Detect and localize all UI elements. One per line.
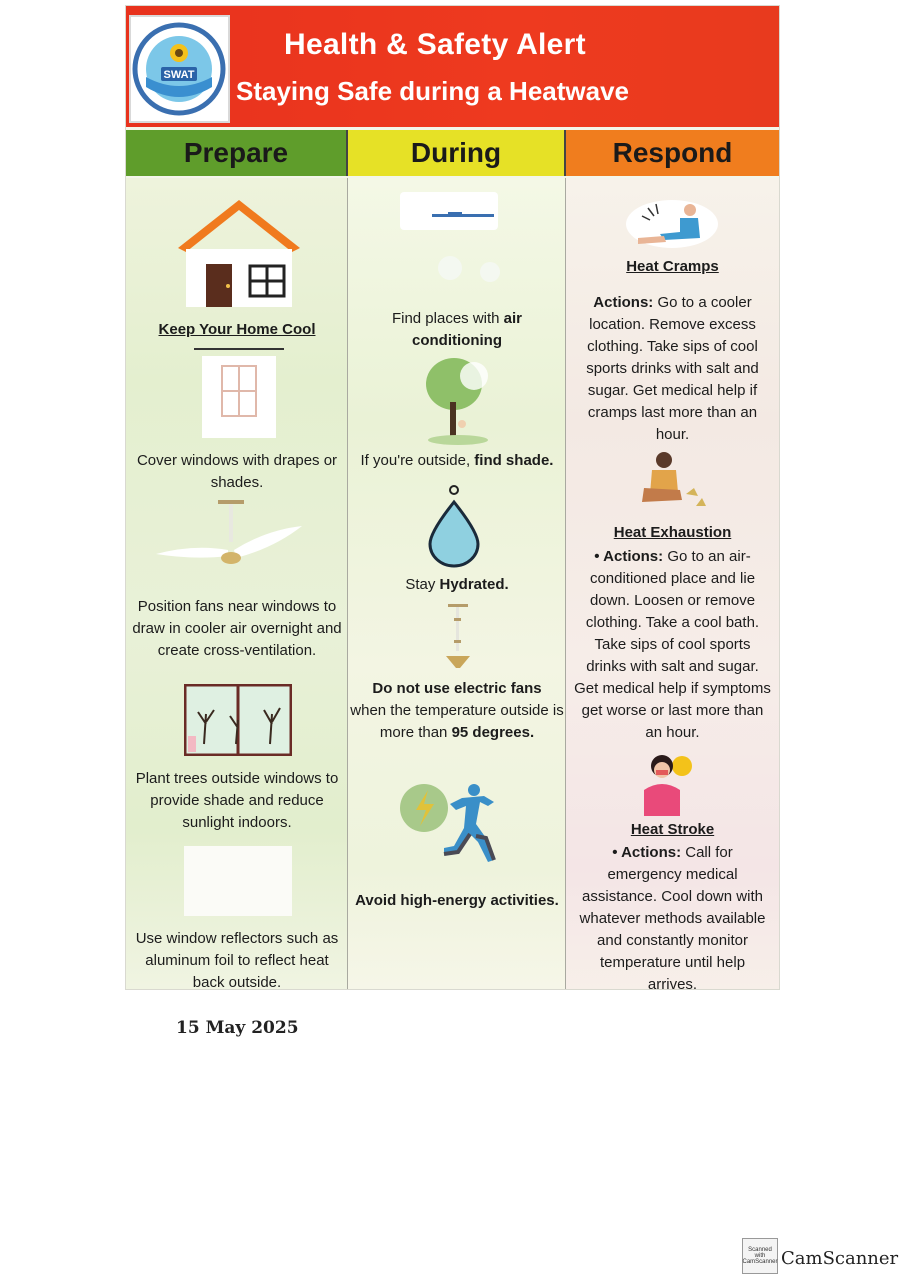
respond-column (566, 178, 779, 993)
window-trees-icon (184, 684, 292, 756)
window-reflectors-text: Use window reflectors such as aluminum foil to reflect heat back outside. (135, 930, 339, 991)
heat-cramps-icon (618, 194, 718, 250)
heat-stroke-heading: Heat Stroke (630, 821, 715, 838)
poster-subtitle: Staying Safe during a Heatwave (236, 76, 630, 106)
heatwave-poster (126, 6, 779, 993)
stay-hydrated-text: Stay Hydrated. (405, 576, 509, 593)
shade-tree-icon (418, 354, 498, 446)
air-conditioning-text: Find places with air conditioning (391, 310, 523, 349)
heat-stroke-icon (636, 752, 696, 820)
find-shade-text: If you're outside, find shade. (360, 452, 554, 469)
svg-text:SWAT: SWAT (163, 69, 195, 81)
camscanner-badge: Scanned with CamScanner (742, 1238, 778, 1274)
ceiling-fan-icon (154, 500, 304, 580)
logo (129, 15, 230, 123)
camscanner-label: CamScanner (781, 1248, 899, 1269)
during-column (348, 178, 566, 989)
prepare-column (126, 178, 348, 989)
heat-cramps-actions: Actions: Go to a cooler location. Remove excess clothing. Take sips of cool sports drinks with salt and sugar. Get medical help if cramps last more than an hour. (586, 294, 759, 443)
window-reflector-icon (184, 846, 292, 916)
plant-trees-text: Plant trees outside windows to provide shade and reduce sunlight indoors. (135, 770, 339, 831)
air-conditioner-icon (398, 188, 518, 298)
heat-exhaustion-heading: Heat Exhaustion (613, 524, 732, 541)
avoid-high-energy-text: Avoid high-energy activities. (355, 892, 559, 909)
position-fans-text: Position fans near windows to draw in cooler air overnight and create cross-ventilation. (132, 598, 342, 659)
poster-header (126, 6, 779, 127)
heat-exhaustion-icon (636, 448, 712, 518)
date-stamp: 15 May 2025 (176, 1018, 299, 1038)
electric-fan-icon (438, 604, 478, 674)
running-person-icon (398, 780, 508, 872)
poster-title: Health & Safety Alert (284, 28, 586, 61)
heat-exhaustion-actions: • Actions: Go to an air-conditioned place and lie down. Loosen or remove clothing. Take a cool bath. Take sips of cool sports drinks with salt and sugar. Get medical help if symptoms get worse or last more than an hour. (574, 548, 771, 741)
curtain-rod (194, 348, 284, 350)
column-header-during: During (348, 130, 566, 176)
cover-windows-text: Cover windows with drapes or shades. (136, 452, 338, 491)
electric-fans-text: Do not use electric fans when the temperature outside is more than 95 degrees. (350, 680, 564, 741)
window-drapes-icon (198, 354, 280, 440)
column-header-prepare: Prepare (126, 130, 348, 176)
heat-stroke-actions: • Actions: Call for emergency medical assistance. Cool down with whatever methods available and constantly monitor temperature until help arrives. (579, 844, 766, 993)
water-drop-icon (424, 484, 484, 568)
column-header-respond: Respond (566, 130, 779, 176)
keep-home-cool-heading: Keep Your Home Cool (158, 321, 316, 338)
heat-cramps-heading: Heat Cramps (626, 258, 719, 275)
house-icon (174, 194, 304, 309)
